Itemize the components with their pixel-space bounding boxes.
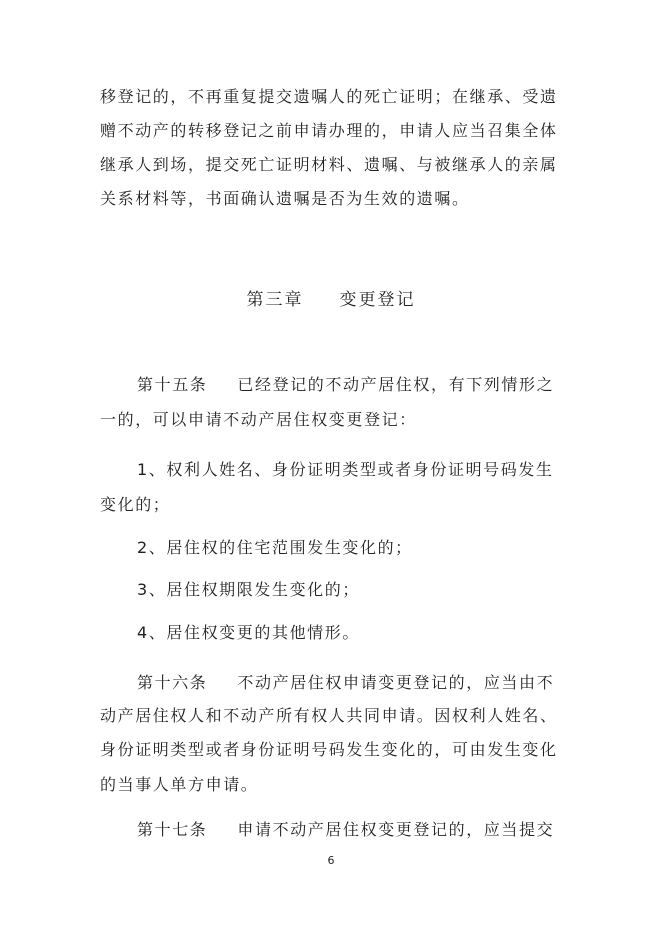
article-text: 已经登记的不动产居住权，有下列情形之 [237,375,555,394]
chapter-heading [0,285,662,310]
text-line: 继承人到场，提交死亡证明材料、遗嘱、与被继承人的亲属 [100,155,558,174]
text-line: 关系材料等，书面确认遗嘱是否为生效的遗嘱。 [100,189,470,208]
text-line: 的当事人单方申请。 [100,775,259,794]
text-line: 动产居住权人和不动产所有权人共同申请。因权利人姓名、 [100,706,558,725]
text-line: 赠不动产的转移登记之前申请办理的，申请人应当召集全体 [100,121,558,140]
text-line: 变化的； [100,495,171,514]
article-label: 第十五条 [137,375,208,394]
list-item: 1、权利人姓名、身份证明类型或者身份证明号码发生 [137,460,554,479]
chapter-number: 第三章 [246,290,304,310]
text-line: 身份证明类型或者身份证明号码发生变化的，可由发生变化 [100,740,558,759]
page-number: 6 [327,854,335,867]
list-item: 2、居住权的住宅范围发生变化的； [137,538,413,557]
article-17-line [137,819,554,841]
text-line: 移登记的，不再重复提交遗嘱人的死亡证明；在继承、受遗 [100,87,558,106]
list-item: 3、居住权期限发生变化的； [137,580,360,599]
list-item: 4、居住权变更的其他情形。 [137,623,360,642]
article-text: 不动产居住权申请变更登记的，应当由不 [237,673,555,692]
article-text: 申请不动产居住权变更登记的，应当提交 [237,820,555,839]
text-line: 一的，可以申请不动产居住权变更登记： [100,410,417,429]
article-16-line [137,672,554,694]
article-label: 第十六条 [137,673,208,692]
article-label: 第十七条 [137,820,208,839]
chapter-title: 变更登记 [339,290,416,310]
article-15-line [137,374,554,396]
